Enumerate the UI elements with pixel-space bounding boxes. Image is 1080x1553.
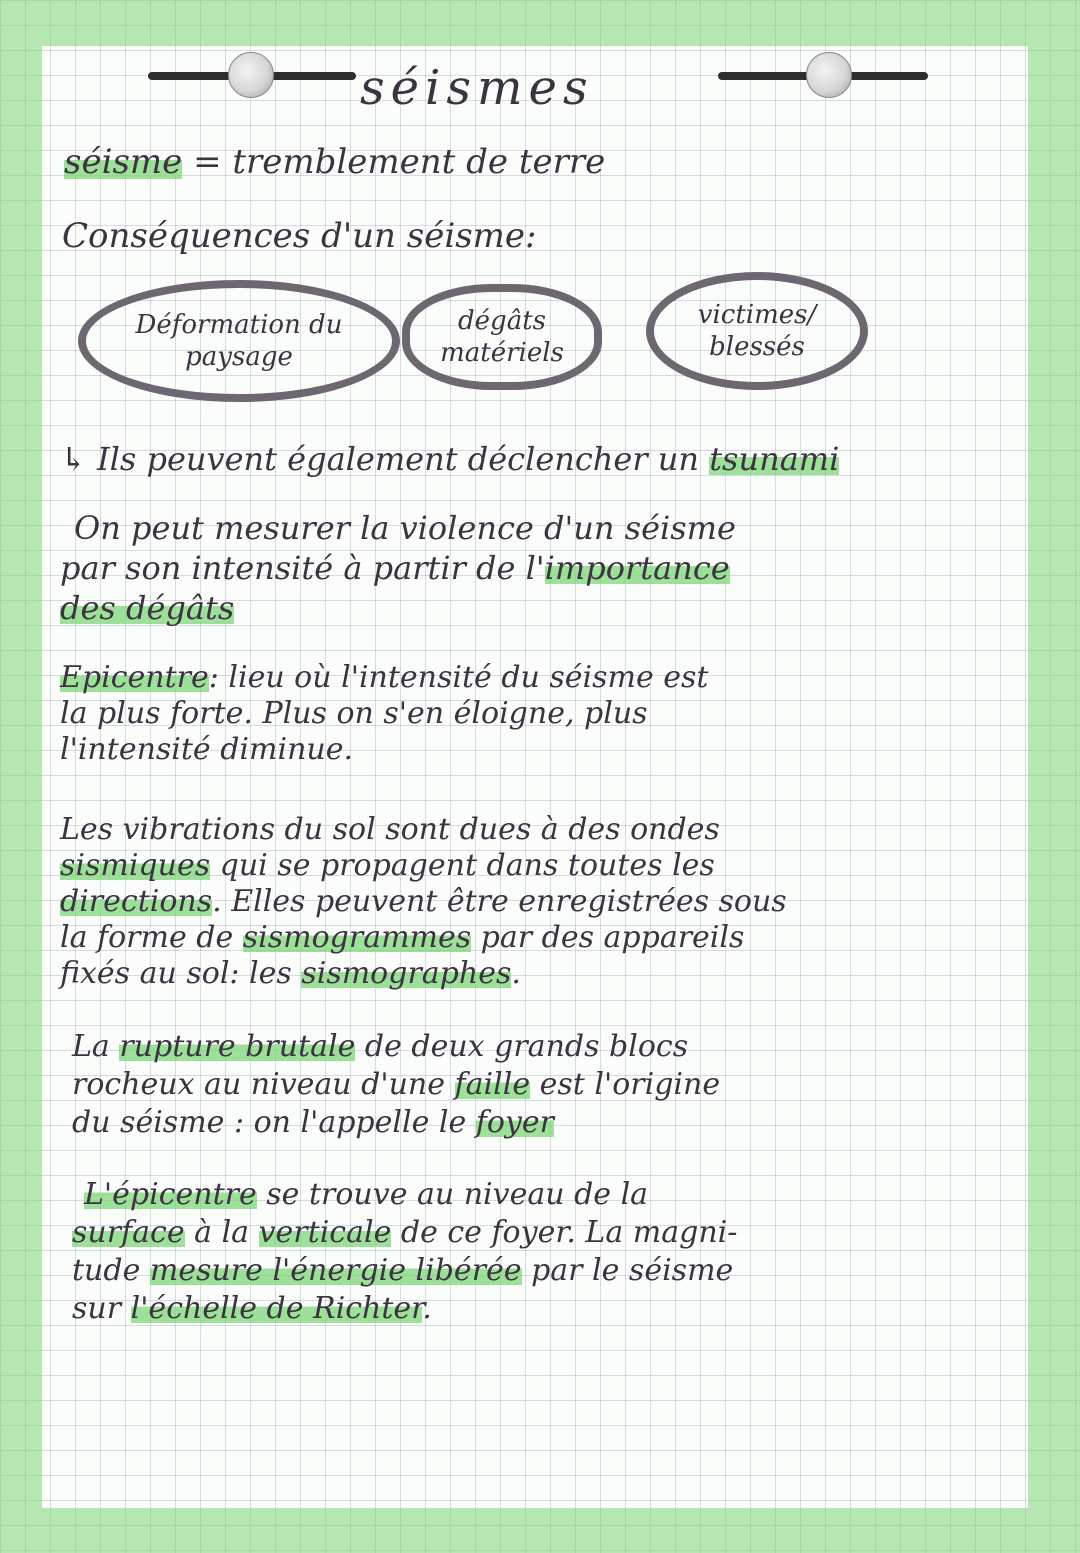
magnitude-surface: surface bbox=[72, 1215, 185, 1250]
rupture-line-3 bbox=[72, 1104, 720, 1142]
waves-line-5a: fixés au sol: les bbox=[60, 956, 302, 991]
tsunami-line bbox=[60, 440, 839, 478]
waves-line-4b: par des appareils bbox=[471, 920, 745, 955]
binder-hole-left bbox=[228, 52, 274, 98]
magnitude-line-4b: . bbox=[422, 1291, 432, 1326]
tsunami-word: tsunami bbox=[709, 440, 840, 478]
magnitude-line-3 bbox=[72, 1252, 737, 1290]
magnitude-line-3b: par le séisme bbox=[521, 1253, 734, 1288]
waves-seismograms: sismogrammes bbox=[242, 920, 472, 955]
epicentre-paragraph bbox=[60, 660, 708, 768]
magnitude-line-2 bbox=[72, 1214, 737, 1252]
magnitude-paragraph bbox=[72, 1176, 737, 1328]
waves-seismic: sismiques bbox=[60, 848, 211, 883]
magnitude-line-1-text: se trouve au niveau de la bbox=[256, 1177, 649, 1212]
waves-line-3 bbox=[60, 884, 787, 920]
consequence-bubble-landscape bbox=[78, 280, 400, 402]
waves-line-2 bbox=[60, 848, 787, 884]
epicentre-line-1 bbox=[60, 660, 708, 696]
waves-line-4 bbox=[60, 920, 787, 956]
epicentre-line-2: la plus forte. Plus on s'en éloigne, plus bbox=[60, 696, 648, 731]
waves-line-3-text: . Elles peuvent être enregistrées sous bbox=[212, 884, 787, 919]
tsunami-text: Ils peuvent également déclencher un bbox=[96, 440, 700, 478]
waves-line-1: Les vibrations du sol sont dues à des ondes bbox=[60, 812, 720, 847]
consequence-victims-line2: blessés bbox=[709, 332, 805, 362]
consequence-landscape-line2: paysage bbox=[185, 342, 293, 372]
consequence-damage-line2: matériels bbox=[440, 338, 564, 368]
rupture-line-1 bbox=[72, 1028, 720, 1066]
consequence-bubble-victims bbox=[646, 272, 868, 390]
green-border-left bbox=[0, 46, 42, 1508]
waves-line-5 bbox=[60, 956, 787, 992]
binder-hole-right bbox=[806, 52, 852, 98]
intensity-line-1: On peut mesurer la violence d'un séisme bbox=[74, 509, 736, 547]
magnitude-vertical: verticale bbox=[258, 1215, 392, 1250]
definition-text: = tremblement de terre bbox=[193, 142, 606, 182]
magnitude-energy: mesure l'énergie libérée bbox=[149, 1253, 522, 1288]
waves-line-5b: . bbox=[511, 956, 521, 991]
waves-paragraph bbox=[60, 812, 787, 992]
intensity-damage: des dégâts bbox=[60, 589, 235, 627]
waves-directions: directions bbox=[60, 884, 213, 919]
magnitude-line-2b: de ce foyer. La magni- bbox=[391, 1215, 738, 1250]
rupture-line-2 bbox=[72, 1066, 720, 1104]
rupture-fault: faille bbox=[454, 1067, 531, 1102]
rupture-line-3a: du séisme : on l'appelle le bbox=[72, 1105, 476, 1140]
arrow-icon: ↳ bbox=[60, 440, 87, 478]
intensity-line-3 bbox=[60, 588, 736, 628]
intensity-paragraph bbox=[60, 508, 736, 628]
intensity-line-2 bbox=[60, 548, 736, 588]
rupture-line-1a: La bbox=[72, 1029, 120, 1064]
green-border-top bbox=[0, 0, 1080, 46]
intensity-line-2-text: par son intensité à partir de l' bbox=[60, 549, 545, 587]
consequence-damage-line1: dégâts bbox=[458, 306, 546, 336]
magnitude-line-1 bbox=[72, 1176, 737, 1214]
epicentre-term: Epicentre bbox=[60, 660, 209, 695]
rupture-focus: foyer bbox=[475, 1105, 554, 1140]
rupture-line-1b: de deux grands blocs bbox=[355, 1029, 689, 1064]
rupture-paragraph bbox=[72, 1028, 720, 1142]
magnitude-line-2a: à la bbox=[184, 1215, 259, 1250]
magnitude-line-4 bbox=[72, 1290, 737, 1328]
magnitude-line-3a: tude bbox=[72, 1253, 141, 1288]
rupture-line-2b: est l'origine bbox=[530, 1067, 721, 1102]
green-border-bottom bbox=[0, 1508, 1080, 1553]
waves-seismographs: sismographes bbox=[301, 956, 512, 991]
page-title: séismes bbox=[360, 60, 594, 116]
magnitude-richter: l'échelle de Richter bbox=[130, 1291, 423, 1326]
epicentre-line-3: l'intensité diminue. bbox=[60, 732, 353, 767]
magnitude-epicentre: L'épicentre bbox=[84, 1177, 257, 1212]
waves-line-4a: la forme de bbox=[60, 920, 243, 955]
consequences-heading: Conséquences d'un séisme: bbox=[62, 216, 537, 256]
definition-line bbox=[64, 142, 605, 182]
consequence-victims-line1: victimes/ bbox=[697, 300, 817, 330]
epicentre-line-1-text: : lieu où l'intensité du séisme est bbox=[208, 660, 709, 695]
rupture-brutal: rupture brutale bbox=[119, 1029, 356, 1064]
consequence-bubble-damage bbox=[402, 284, 602, 390]
rupture-line-2a: rocheux au niveau d'une bbox=[72, 1067, 455, 1102]
consequence-landscape-line1: Déformation du bbox=[135, 310, 343, 340]
definition-term: séisme bbox=[64, 142, 183, 182]
green-border-right bbox=[1028, 46, 1080, 1508]
intensity-importance: importance bbox=[544, 549, 730, 587]
waves-line-2-text: qui se propagent dans toutes les bbox=[210, 848, 715, 883]
magnitude-line-4a: sur bbox=[72, 1291, 131, 1326]
